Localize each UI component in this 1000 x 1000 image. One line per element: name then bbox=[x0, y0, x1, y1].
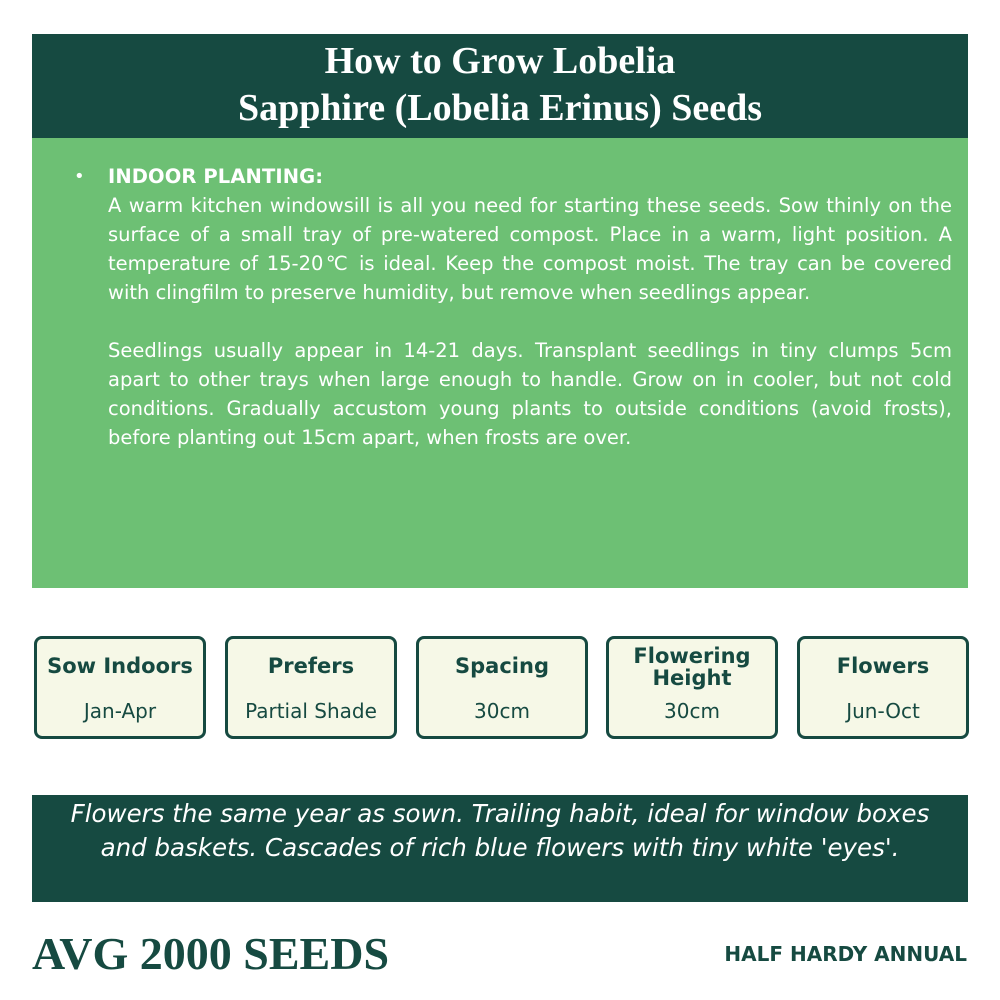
bullet-icon: • bbox=[74, 166, 85, 187]
info-box-prefers bbox=[225, 636, 397, 739]
description-text: Flowers the same year as sown. Trailing habit, ideal for window boxes and baskets. Cascades of rich blue flowers with tiny white 'eyes'. bbox=[70, 799, 930, 862]
instruction-heading: INDOOR PLANTING: bbox=[108, 165, 324, 188]
info-box-title-line-2: Height bbox=[652, 666, 732, 690]
instructions-panel bbox=[32, 138, 968, 588]
info-box-value: 30cm bbox=[474, 699, 530, 723]
info-box-sow-indoors bbox=[34, 636, 206, 739]
seed-count: AVG 2000 SEEDS bbox=[32, 928, 390, 979]
instruction-paragraph-2: Seedlings usually appear in 14-21 days. Transplant seedlings in tiny clumps 5cm apart to other trays when large enough to handle. Grow on in cooler, but not cold conditions. Gradually accustom young plants to outside conditions (avoid frosts), before planting out 15cm apart, when frosts are over. bbox=[108, 339, 952, 449]
page-title-line-2: Sapphire (Lobelia Erinus) Seeds bbox=[237, 87, 763, 129]
page-header bbox=[32, 34, 968, 138]
instruction-content bbox=[108, 162, 952, 452]
plant-type: HALF HARDY ANNUAL bbox=[724, 942, 967, 966]
info-box-title: Flowers bbox=[836, 654, 930, 678]
paragraph-spacer bbox=[108, 307, 952, 336]
info-box-spacing bbox=[416, 636, 588, 739]
info-box-title: Prefers bbox=[267, 654, 355, 678]
info-box-title: Sow Indoors bbox=[47, 654, 193, 678]
instruction-paragraph-1: A warm kitchen windowsill is all you need for starting these seeds. Sow thinly on the surface of a small tray of pre-watered compost. Place in a warm, light position. A temperature of 15-20℃ is ideal. Keep the compost moist. The tray can be covered with clingfilm to preserve humidity, but remove when seedlings appear. bbox=[108, 194, 952, 304]
info-box-value: Jan-Apr bbox=[83, 699, 157, 723]
page-title-line-1: How to Grow Lobelia bbox=[324, 40, 676, 82]
info-box-title bbox=[609, 645, 775, 689]
info-box-flowers bbox=[797, 636, 969, 739]
instruction-item bbox=[74, 162, 952, 452]
info-box-title-line-1: Flowering bbox=[633, 644, 751, 668]
info-box-value: Jun-Oct bbox=[846, 699, 920, 723]
info-box-title: Spacing bbox=[455, 654, 549, 678]
info-box-value: Partial Shade bbox=[245, 699, 377, 723]
info-box-flowering-height bbox=[606, 636, 778, 739]
description-banner bbox=[32, 795, 968, 902]
info-boxes bbox=[34, 636, 969, 739]
info-box-value: 30cm bbox=[664, 699, 720, 723]
